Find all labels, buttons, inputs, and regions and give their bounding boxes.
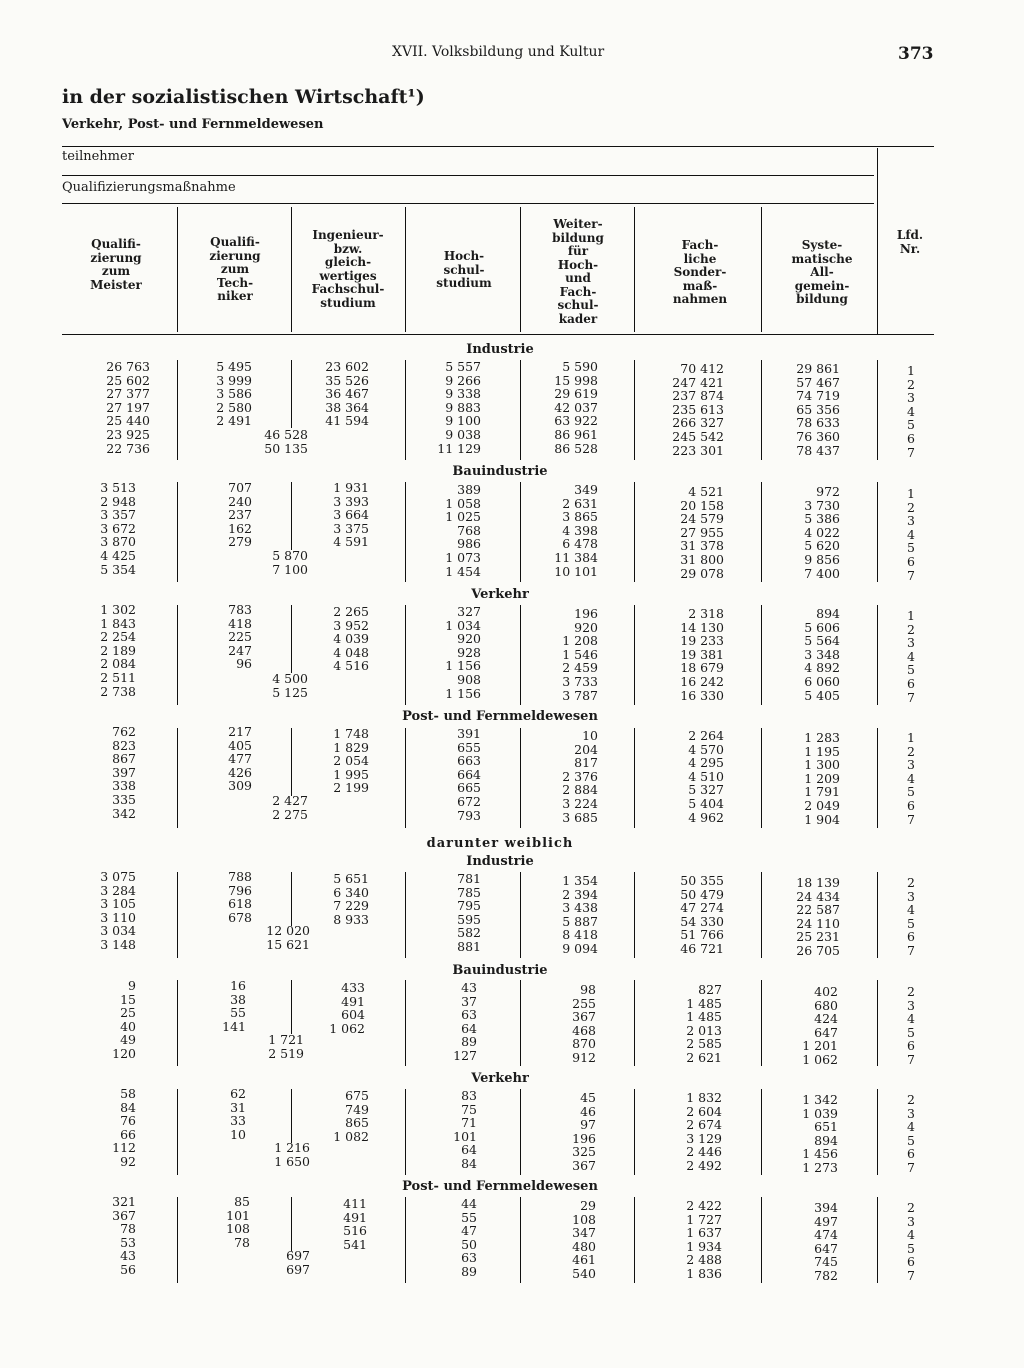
col-hochschul: 391 655 663 664 665 672 793 bbox=[457, 726, 481, 823]
col-divider bbox=[520, 872, 521, 958]
col-techniker-b: 1 216 1 650 bbox=[274, 1140, 310, 1169]
col-sonder: 70 412 247 421 237 874 235 613 266 327 245 542 223 301 bbox=[672, 361, 724, 458]
column-header-fachschulstudium: Ingenieur- bzw. gleich- wertiges Fachschul- studium bbox=[311, 228, 385, 310]
col-fachschul: 675 749 865 1 082 bbox=[333, 1088, 369, 1144]
col-meister: 3 513 2 948 3 357 3 672 3 870 4 425 5 354 bbox=[100, 480, 136, 577]
col-fachschul: 411 491 516 541 bbox=[343, 1196, 367, 1252]
section-title: Bauindustrie bbox=[452, 963, 548, 978]
col-allgemein: 394 497 474 647 745 782 bbox=[814, 1200, 838, 1283]
col-allgemein: 29 861 57 467 74 719 65 356 78 633 76 360 78 437 bbox=[796, 361, 840, 458]
col-split bbox=[291, 482, 292, 550]
col-meister: 58 84 76 66 112 92 bbox=[112, 1086, 136, 1169]
col-techniker-b: 4 500 5 125 bbox=[272, 671, 308, 700]
col-divider bbox=[405, 207, 406, 332]
rule-top bbox=[62, 146, 934, 147]
col-hochschul: 5 557 9 266 9 338 9 883 9 100 9 038 11 129 bbox=[437, 359, 481, 456]
col-techniker: 62 31 33 10 bbox=[230, 1086, 246, 1142]
col-weiterbildung: 196 920 1 208 1 546 2 459 3 733 3 787 bbox=[562, 606, 598, 703]
col-divider bbox=[634, 1197, 635, 1283]
col-divider bbox=[520, 207, 521, 332]
col-lfd: 2 3 4 5 6 7 bbox=[907, 875, 915, 958]
page-number: 373 bbox=[898, 44, 934, 64]
col-sonder: 2 264 4 570 4 295 4 510 5 327 5 404 4 962 bbox=[688, 728, 724, 825]
col-split bbox=[291, 1089, 292, 1143]
col-divider bbox=[405, 605, 406, 705]
col-divider bbox=[177, 207, 178, 332]
col-sonder: 827 1 485 1 485 2 013 2 585 2 621 bbox=[686, 982, 722, 1065]
running-head: XVII. Volksbildung und Kultur bbox=[392, 44, 605, 60]
col-hochschul: 43 37 63 64 89 127 bbox=[453, 980, 477, 1063]
darunter-weiblich: darunter weiblich bbox=[426, 836, 574, 851]
col-techniker: 783 418 225 247 96 bbox=[228, 602, 252, 672]
col-divider bbox=[520, 482, 521, 582]
col-fachschul: 1 748 1 829 2 054 1 995 2 199 bbox=[333, 726, 369, 796]
col-divider bbox=[520, 360, 521, 460]
col-split bbox=[291, 605, 292, 673]
rule-3 bbox=[62, 203, 874, 204]
col-split bbox=[291, 1197, 292, 1251]
col-divider bbox=[634, 207, 635, 332]
col-techniker-b: 2 427 2 275 bbox=[272, 793, 308, 822]
col-divider bbox=[761, 980, 762, 1066]
col-divider bbox=[291, 207, 292, 332]
col-techniker: 788 796 618 678 bbox=[228, 869, 252, 925]
col-allgemein: 972 3 730 5 386 4 022 5 620 9 856 7 400 bbox=[804, 484, 840, 581]
col-techniker-b: 697 697 bbox=[286, 1248, 310, 1277]
section-title: Post- und Fernmeldewesen bbox=[402, 709, 598, 724]
header-qualifizierung: Qualifizierungsmaßnahme bbox=[62, 180, 236, 195]
table-title: in der sozialistischen Wirtschaft¹) bbox=[62, 86, 425, 108]
col-divider bbox=[405, 872, 406, 958]
col-weiterbildung: 29 108 347 480 461 540 bbox=[572, 1198, 596, 1281]
col-divider bbox=[761, 728, 762, 828]
column-header-weiterbildung: Weiter- bildung für Hoch- und Fach- schul- kader bbox=[552, 217, 604, 326]
col-fachschul: 1 931 3 393 3 664 3 375 4 591 bbox=[333, 480, 369, 550]
col-divider bbox=[177, 980, 178, 1066]
col-weiterbildung: 1 354 2 394 3 438 5 887 8 418 9 094 bbox=[562, 873, 598, 956]
col-sonder: 2 318 14 130 19 233 19 381 18 679 16 242 16 330 bbox=[680, 606, 724, 703]
col-techniker: 5 495 3 999 3 586 2 580 2 491 bbox=[216, 359, 252, 429]
col-weiterbildung: 5 590 15 998 29 619 42 037 63 922 86 961 86 528 bbox=[554, 359, 598, 456]
col-divider bbox=[877, 1089, 878, 1175]
col-meister: 1 302 1 843 2 254 2 189 2 084 2 511 2 738 bbox=[100, 602, 136, 699]
col-divider bbox=[405, 482, 406, 582]
col-sonder: 4 521 20 158 24 579 27 955 31 378 31 800 29 078 bbox=[680, 484, 724, 581]
col-techniker: 217 405 477 426 309 bbox=[228, 724, 252, 794]
col-fachschul: 23 602 35 526 36 467 38 364 41 594 bbox=[325, 359, 369, 429]
section-title: Verkehr bbox=[471, 1071, 529, 1086]
col-divider bbox=[877, 872, 878, 958]
table-subtitle: Verkehr, Post- und Fernmeldewesen bbox=[62, 117, 324, 132]
col-divider bbox=[761, 872, 762, 958]
col-split bbox=[291, 728, 292, 796]
col-fachschul: 5 651 6 340 7 229 8 933 bbox=[333, 871, 369, 927]
col-divider bbox=[761, 1089, 762, 1175]
col-divider bbox=[405, 980, 406, 1066]
col-weiterbildung: 98 255 367 468 870 912 bbox=[572, 982, 596, 1065]
col-divider bbox=[877, 980, 878, 1066]
col-sonder: 50 355 50 479 47 274 54 330 51 766 46 721 bbox=[680, 873, 724, 956]
col-hochschul: 44 55 47 50 63 89 bbox=[461, 1196, 477, 1279]
col-divider bbox=[634, 482, 635, 582]
col-divider bbox=[634, 360, 635, 460]
col-split bbox=[291, 872, 292, 926]
col-divider bbox=[761, 207, 762, 332]
section-title: Industrie bbox=[466, 854, 534, 869]
col-lfd: 1 2 3 4 5 6 7 bbox=[907, 608, 915, 705]
col-fachschul: 2 265 3 952 4 039 4 048 4 516 bbox=[333, 604, 369, 674]
col-meister: 3 075 3 284 3 105 3 110 3 034 3 148 bbox=[100, 869, 136, 952]
col-divider bbox=[761, 605, 762, 705]
col-lfd: 2 3 4 5 6 7 bbox=[907, 984, 915, 1067]
column-header-techniker: Qualifi- zierung zum Tech- niker bbox=[209, 235, 261, 303]
col-divider bbox=[520, 1197, 521, 1283]
column-header-allgemeinbildung: Syste- matische All- gemein- bildung bbox=[791, 238, 853, 306]
rule-2 bbox=[62, 175, 874, 176]
header-teilnehmer: teilnehmer bbox=[62, 149, 134, 164]
col-divider bbox=[520, 605, 521, 705]
col-techniker: 707 240 237 162 279 bbox=[228, 480, 252, 550]
col-divider bbox=[761, 1197, 762, 1283]
col-divider bbox=[634, 980, 635, 1066]
col-hochschul: 83 75 71 101 64 84 bbox=[453, 1088, 477, 1171]
column-header-meister: Qualifi- zierung zum Meister bbox=[90, 237, 142, 292]
col-lfd: 2 3 4 5 6 7 bbox=[907, 1092, 915, 1175]
col-divider bbox=[634, 872, 635, 958]
col-divider bbox=[634, 728, 635, 828]
section-title: Industrie bbox=[466, 342, 534, 357]
col-divider bbox=[520, 728, 521, 828]
section-title: Bauindustrie bbox=[452, 464, 548, 479]
col-techniker-b: 5 870 7 100 bbox=[272, 548, 308, 577]
col-weiterbildung: 45 46 97 196 325 367 bbox=[572, 1090, 596, 1173]
col-split bbox=[291, 980, 292, 1034]
col-hochschul: 327 1 034 920 928 1 156 908 1 156 bbox=[445, 604, 481, 701]
col-techniker-b: 46 528 50 135 bbox=[264, 427, 308, 456]
col-allgemein: 1 342 1 039 651 894 1 456 1 273 bbox=[802, 1092, 838, 1175]
col-divider bbox=[177, 482, 178, 582]
col-techniker: 85 101 108 78 bbox=[226, 1194, 250, 1250]
col-hochschul: 781 785 795 595 582 881 bbox=[457, 871, 481, 954]
col-divider bbox=[877, 482, 878, 582]
col-divider bbox=[877, 728, 878, 828]
col-meister: 321 367 78 53 43 56 bbox=[112, 1194, 136, 1277]
section-title: Verkehr bbox=[471, 587, 529, 602]
rule-header-bottom bbox=[62, 334, 934, 335]
column-header-sondermassnahmen: Fach- liche Sonder- maß- nahmen bbox=[672, 238, 728, 306]
col-divider bbox=[877, 360, 878, 460]
col-techniker-b: 12 020 15 621 bbox=[266, 923, 310, 952]
col-split bbox=[291, 360, 292, 428]
col-weiterbildung: 349 2 631 3 865 4 398 6 478 11 384 10 101 bbox=[554, 482, 598, 579]
col-techniker: 16 38 55 141 bbox=[222, 978, 246, 1034]
col-lfd: 1 2 3 4 5 6 7 bbox=[907, 730, 915, 827]
col-meister: 762 823 867 397 338 335 342 bbox=[112, 724, 136, 821]
col-sonder: 1 832 2 604 2 674 3 129 2 446 2 492 bbox=[686, 1090, 722, 1173]
col-allgemein: 402 680 424 647 1 201 1 062 bbox=[802, 984, 838, 1067]
col-allgemein: 18 139 24 434 22 587 24 110 25 231 26 705 bbox=[796, 875, 840, 958]
col-divider bbox=[405, 360, 406, 460]
col-divider bbox=[877, 605, 878, 705]
col-meister: 9 15 25 40 49 120 bbox=[112, 978, 136, 1061]
col-sonder: 2 422 1 727 1 637 1 934 2 488 1 836 bbox=[686, 1198, 722, 1281]
col-techniker-b: 1 721 2 519 bbox=[268, 1032, 304, 1061]
col-divider bbox=[761, 360, 762, 460]
col-divider bbox=[177, 872, 178, 958]
col-divider bbox=[634, 1089, 635, 1175]
col-weiterbildung: 10 204 817 2 376 2 884 3 224 3 685 bbox=[562, 728, 598, 825]
column-header-hochschulstudium: Hoch- schul- studium bbox=[436, 249, 492, 290]
col-allgemein: 894 5 606 5 564 3 348 4 892 6 060 5 405 bbox=[804, 606, 840, 703]
col-divider bbox=[761, 482, 762, 582]
col-divider bbox=[877, 1197, 878, 1283]
col-lfd: 2 3 4 5 6 7 bbox=[907, 1200, 915, 1283]
col-divider bbox=[177, 360, 178, 460]
col-divider bbox=[177, 605, 178, 705]
col-lfd: 1 2 3 4 5 6 7 bbox=[907, 363, 915, 460]
column-header-lfd-nr: Lfd. Nr. bbox=[896, 228, 924, 256]
col-divider bbox=[177, 728, 178, 828]
col-fachschul: 433 491 604 1 062 bbox=[329, 980, 365, 1036]
lfd-divider-top bbox=[877, 148, 878, 334]
col-divider bbox=[405, 728, 406, 828]
col-divider bbox=[520, 980, 521, 1066]
col-divider bbox=[405, 1089, 406, 1175]
col-divider bbox=[405, 1197, 406, 1283]
col-divider bbox=[177, 1197, 178, 1283]
col-hochschul: 389 1 058 1 025 768 986 1 073 1 454 bbox=[445, 482, 481, 579]
col-divider bbox=[177, 1089, 178, 1175]
col-allgemein: 1 283 1 195 1 300 1 209 1 791 2 049 1 904 bbox=[804, 730, 840, 827]
section-title: Post- und Fernmeldewesen bbox=[402, 1179, 598, 1194]
col-divider bbox=[634, 605, 635, 705]
col-divider bbox=[520, 1089, 521, 1175]
col-meister: 26 763 25 602 27 377 27 197 25 440 23 925 22 736 bbox=[106, 359, 150, 456]
col-lfd: 1 2 3 4 5 6 7 bbox=[907, 486, 915, 583]
